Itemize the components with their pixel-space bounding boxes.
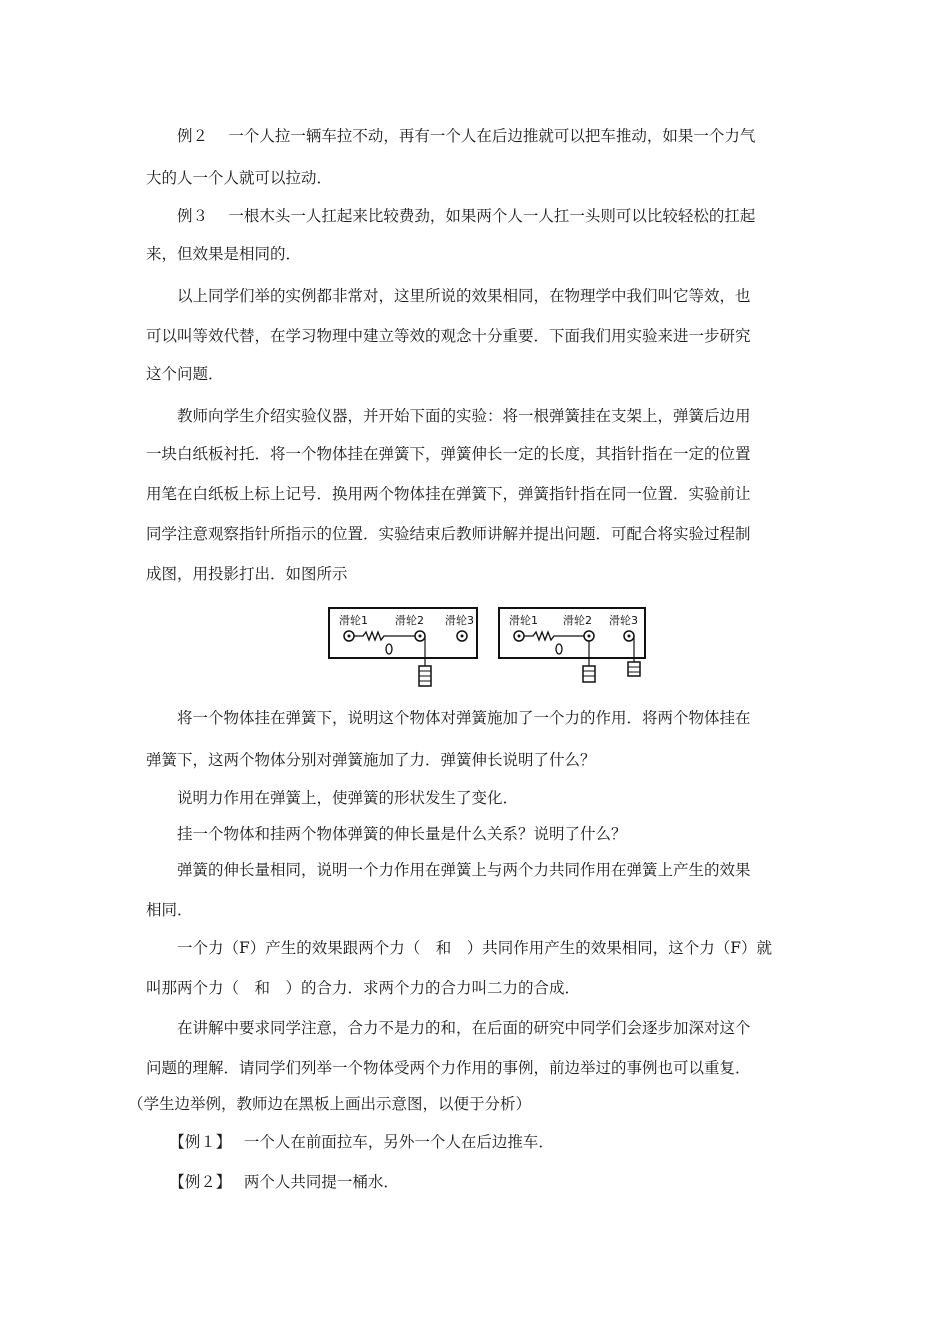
paragraph-line: 例３ 一根木头一人扛起来比较费劲，如果两个人一人扛一头则可以比较轻松的扛起 xyxy=(146,207,756,225)
weight-icon xyxy=(583,666,595,682)
pulley-label: 滑轮2 xyxy=(395,614,424,627)
paragraph-line: 成图，用投影打出．如图所示 xyxy=(146,565,348,583)
paragraph-line: 来，但效果是相同的． xyxy=(146,245,302,263)
paragraph-line: 【例２】 两个人共同提一桶水． xyxy=(146,1173,399,1191)
paragraph-line: 可以叫等效代替，在学习物理中建立等效的观念十分重要．下面我们用实验来进一步研究 xyxy=(146,327,751,345)
paragraph-line: 弹簧下，这两个物体分别对弹簧施加了力．弹簧伸长说明了什么？ xyxy=(146,751,596,769)
spring-experiment-figure xyxy=(327,604,647,692)
paragraph-line: 以上同学们举的实例都非常对，这里所说的效果相同，在物理学中我们叫它等效，也 xyxy=(146,287,751,305)
paragraph-line: （学生边举例，教师边在黑板上画出示意图，以便于分析） xyxy=(128,1095,532,1113)
spring-icon xyxy=(524,632,584,640)
spring-icon xyxy=(354,632,415,640)
paragraph-line: 一个力（F）产生的效果跟两个力（ 和 ）共同作用产生的效果相同，这个力（F）就 xyxy=(146,939,773,957)
pulley-label: 滑轮1 xyxy=(509,614,538,627)
paragraph-line: 同学注意观察指针所指示的位置．实验结束后教师讲解并提出问题．可配合将实验过程制 xyxy=(146,525,751,543)
pulley-label: 滑轮2 xyxy=(563,614,592,627)
pointer-mark-icon xyxy=(556,644,562,654)
paragraph-line: 将一个物体挂在弹簧下，说明这个物体对弹簧施加了一个力的作用．将两个物体挂在 xyxy=(146,709,751,727)
figure-panel-two xyxy=(499,608,645,682)
pulley-label: 滑轮1 xyxy=(339,614,368,627)
paragraph-line: 这个问题． xyxy=(146,365,224,383)
paragraph-line: 叫那两个力（ 和 ）的合力．求两个力的合力叫二力的合成． xyxy=(146,979,581,997)
paragraph-line: 挂一个物体和挂两个物体弹簧的伸长量是什么关系？说明了什么？ xyxy=(146,825,627,843)
paragraph-line: 【例１】 一个人在前面拉车，另外一个人在后边推车． xyxy=(146,1133,554,1151)
paragraph-line: 例２ 一个人拉一辆车拉不动，再有一个人在后边推就可以把车推动，如果一个力气 xyxy=(146,127,756,145)
paragraph-line: 教师向学生介绍实验仪器，并开始下面的实验：将一根弹簧挂在支架上，弹簧后边用 xyxy=(146,407,751,425)
paragraph-line: 用笔在白纸板上标上记号．换用两个物体挂在弹簧下，弹簧指针指在同一位置．实验前让 xyxy=(146,485,751,503)
pulley-label: 滑轮3 xyxy=(445,614,474,627)
paragraph-line: 相同． xyxy=(146,901,193,919)
paragraph-line: 在讲解中要求同学注意，合力不是力的和，在后面的研究中同学们会逐步加深对这个 xyxy=(146,1019,751,1037)
paragraph-line: 一块白纸板衬托．将一个物体挂在弹簧下，弹簧伸长一定的长度，其指针指在一定的位置 xyxy=(146,445,751,463)
figure-panel-one xyxy=(329,608,477,686)
paragraph-line: 弹簧的伸长量相同，说明一个力作用在弹簧上与两个力共同作用在弹簧上产生的效果 xyxy=(146,861,751,879)
pointer-mark-icon xyxy=(386,644,392,654)
weight-icon xyxy=(628,662,640,676)
paragraph-line: 说明力作用在弹簧上，使弹簧的形状发生了变化． xyxy=(146,789,519,807)
paragraph-line: 大的人一个人就可以拉动． xyxy=(146,169,333,187)
paragraph-line: 问题的理解．请同学们列举一个物体受两个力作用的事例，前边举过的事例也可以重复． xyxy=(146,1059,751,1077)
pulley-label: 滑轮3 xyxy=(609,614,638,627)
